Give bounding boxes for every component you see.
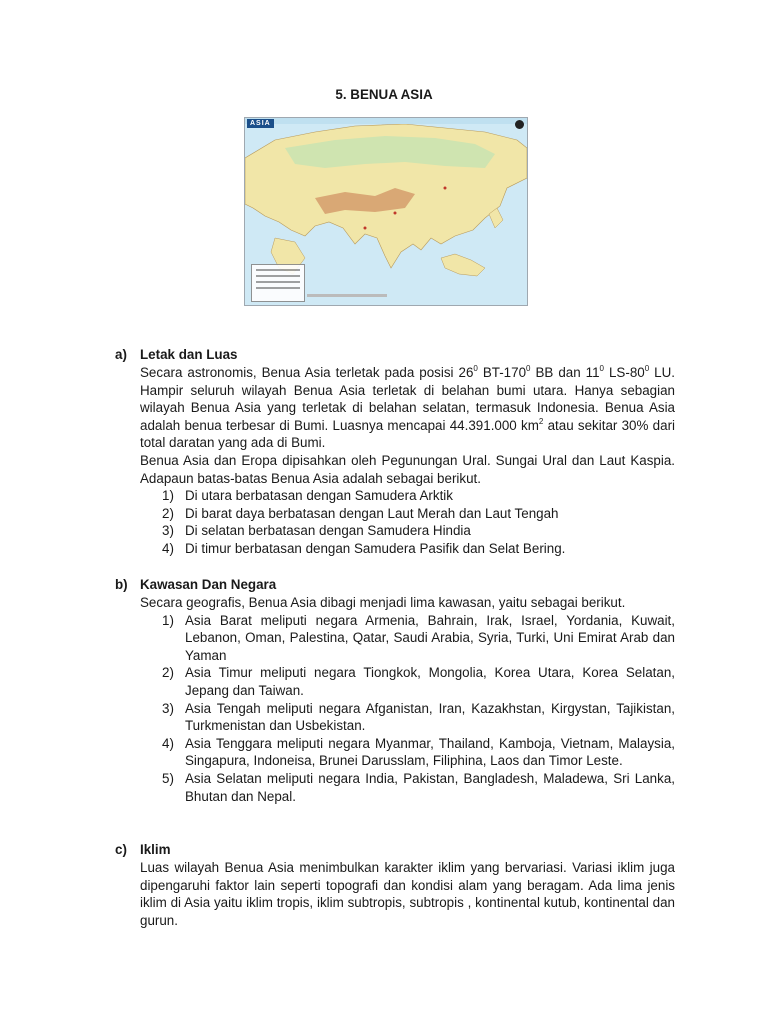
list-item [115, 735, 675, 770]
list-item [115, 487, 675, 505]
list-item [115, 700, 675, 735]
list-number: 2) [162, 665, 174, 681]
map-title-label: ASIA [247, 119, 274, 128]
list-item [115, 770, 675, 805]
list-text: Asia Tenggara meliputi negara Myanmar, Thailand, Kamboja, Vietnam, Malaysia, Singapura, Indoneisa, Brunei Darusslam, Filiphina, Laos dan Timor Leste. [185, 735, 675, 769]
paragraph: Benua Asia dan Eropa dipisahkan oleh Pegunungan Ural. Sungai Ural dan Laut Kaspia. Adapaun batas-batas Benua Asia adalah sebagai berikut. [140, 452, 675, 486]
paragraph: Secara geografis, Benua Asia dibagi menjadi lima kawasan, yaitu sebagai berikut. [140, 595, 626, 610]
text-run: Secara astronomis, Benua Asia terletak pada posisi 26 [140, 365, 474, 380]
list-item [115, 505, 675, 523]
compass-icon [515, 120, 524, 129]
section-title: Letak dan Luas [140, 347, 238, 362]
list-text: Di utara berbatasan dengan Samudera Arktik [185, 488, 453, 504]
section-marker: c) [115, 842, 127, 857]
superscript: 0 [644, 364, 650, 373]
list-text: Di selatan berbatasan dengan Samudera Hindia [185, 523, 471, 539]
superscript: 0 [473, 364, 478, 373]
text-run: LS-80 [604, 365, 645, 380]
list-text: Asia Selatan meliputi negara India, Pakistan, Bangladesh, Maladewa, Sri Lanka, Bhutan dan Nepal. [185, 770, 675, 804]
list-number: 2) [162, 505, 174, 521]
list-text: Asia Barat meliputi negara Armenia, Bahrain, Irak, Israel, Yordania, Kuwait, Lebanon, Oman, Palestina, Qatar, Saudi Arabia, Syria, Turki, Uni Emirat Arab dan Yaman [185, 612, 675, 663]
list-number: 5) [162, 770, 174, 786]
section-heading [115, 841, 675, 859]
list-item [115, 612, 675, 665]
list-number: 3) [162, 700, 174, 716]
section-marker: b) [115, 577, 128, 592]
section-heading [115, 346, 675, 364]
section-heading [115, 576, 675, 594]
page-title: 5. BENUA ASIA [335, 87, 433, 102]
section-kawasan-dan-negara [115, 576, 675, 805]
list-item [115, 522, 675, 540]
paragraph [140, 364, 675, 452]
section-title: Iklim [140, 842, 171, 857]
superscript: 0 [599, 364, 604, 373]
text-run: BB dan 11 [530, 365, 600, 380]
list-item [115, 540, 675, 558]
text-run: atau sekitar 30% dari total daratan yang ada di Bumi. [140, 417, 676, 451]
region-list [115, 612, 675, 806]
list-text: Di barat daya berbatasan dengan Laut Merah dan Laut Tengah [185, 505, 559, 521]
boundary-list [115, 487, 675, 557]
map-legend [251, 264, 305, 302]
list-text: Asia Tengah meliputi negara Afganistan, Iran, Kazakhstan, Kirgystan, Tajikistan, Turkmenistan dan Usbekistan. [185, 700, 675, 734]
list-number: 4) [162, 540, 174, 556]
section-title: Kawasan Dan Negara [140, 577, 277, 592]
text-run: LU. Hampir seluruh wilayah Benua Asia terletak di belahan bumi utara. Hanya sebagian wilayah Benua Asia yang terletak di belahan selatan, termasuk Indonesia. Benua Asia adalah benua terbesar di Bumi. Luasnya mencapai 44.391.000 km [140, 365, 675, 433]
asia-map-image [244, 117, 528, 306]
list-number: 1) [162, 612, 174, 628]
list-number: 3) [162, 523, 174, 539]
section-marker: a) [115, 347, 127, 362]
section-letak-dan-luas [115, 346, 675, 558]
superscript: 2 [538, 416, 544, 426]
list-item [115, 664, 675, 699]
list-text: Asia Timur meliputi negara Tiongkok, Mongolia, Korea Utara, Korea Selatan, Jepang dan Taiwan. [185, 665, 675, 698]
list-number: 1) [162, 488, 174, 504]
list-text: Di timur berbatasan dengan Samudera Pasifik dan Selat Bering. [185, 540, 566, 556]
list-number: 4) [162, 735, 174, 751]
section-iklim [115, 841, 675, 929]
text-run: BT-170 [477, 365, 527, 380]
paragraph: Luas wilayah Benua Asia menimbulkan karakter iklim yang bervariasi. Variasi iklim juga dipengaruhi faktor lain seperti topografi dan kondisi alam yang beragam. Ada lima jenis iklim di Asia yaitu iklim tropis, iklim subtropis, subtropis , kontinental kutub, kontinental dan gurun. [140, 860, 675, 928]
map-credit [307, 294, 387, 297]
superscript: 0 [526, 364, 531, 373]
